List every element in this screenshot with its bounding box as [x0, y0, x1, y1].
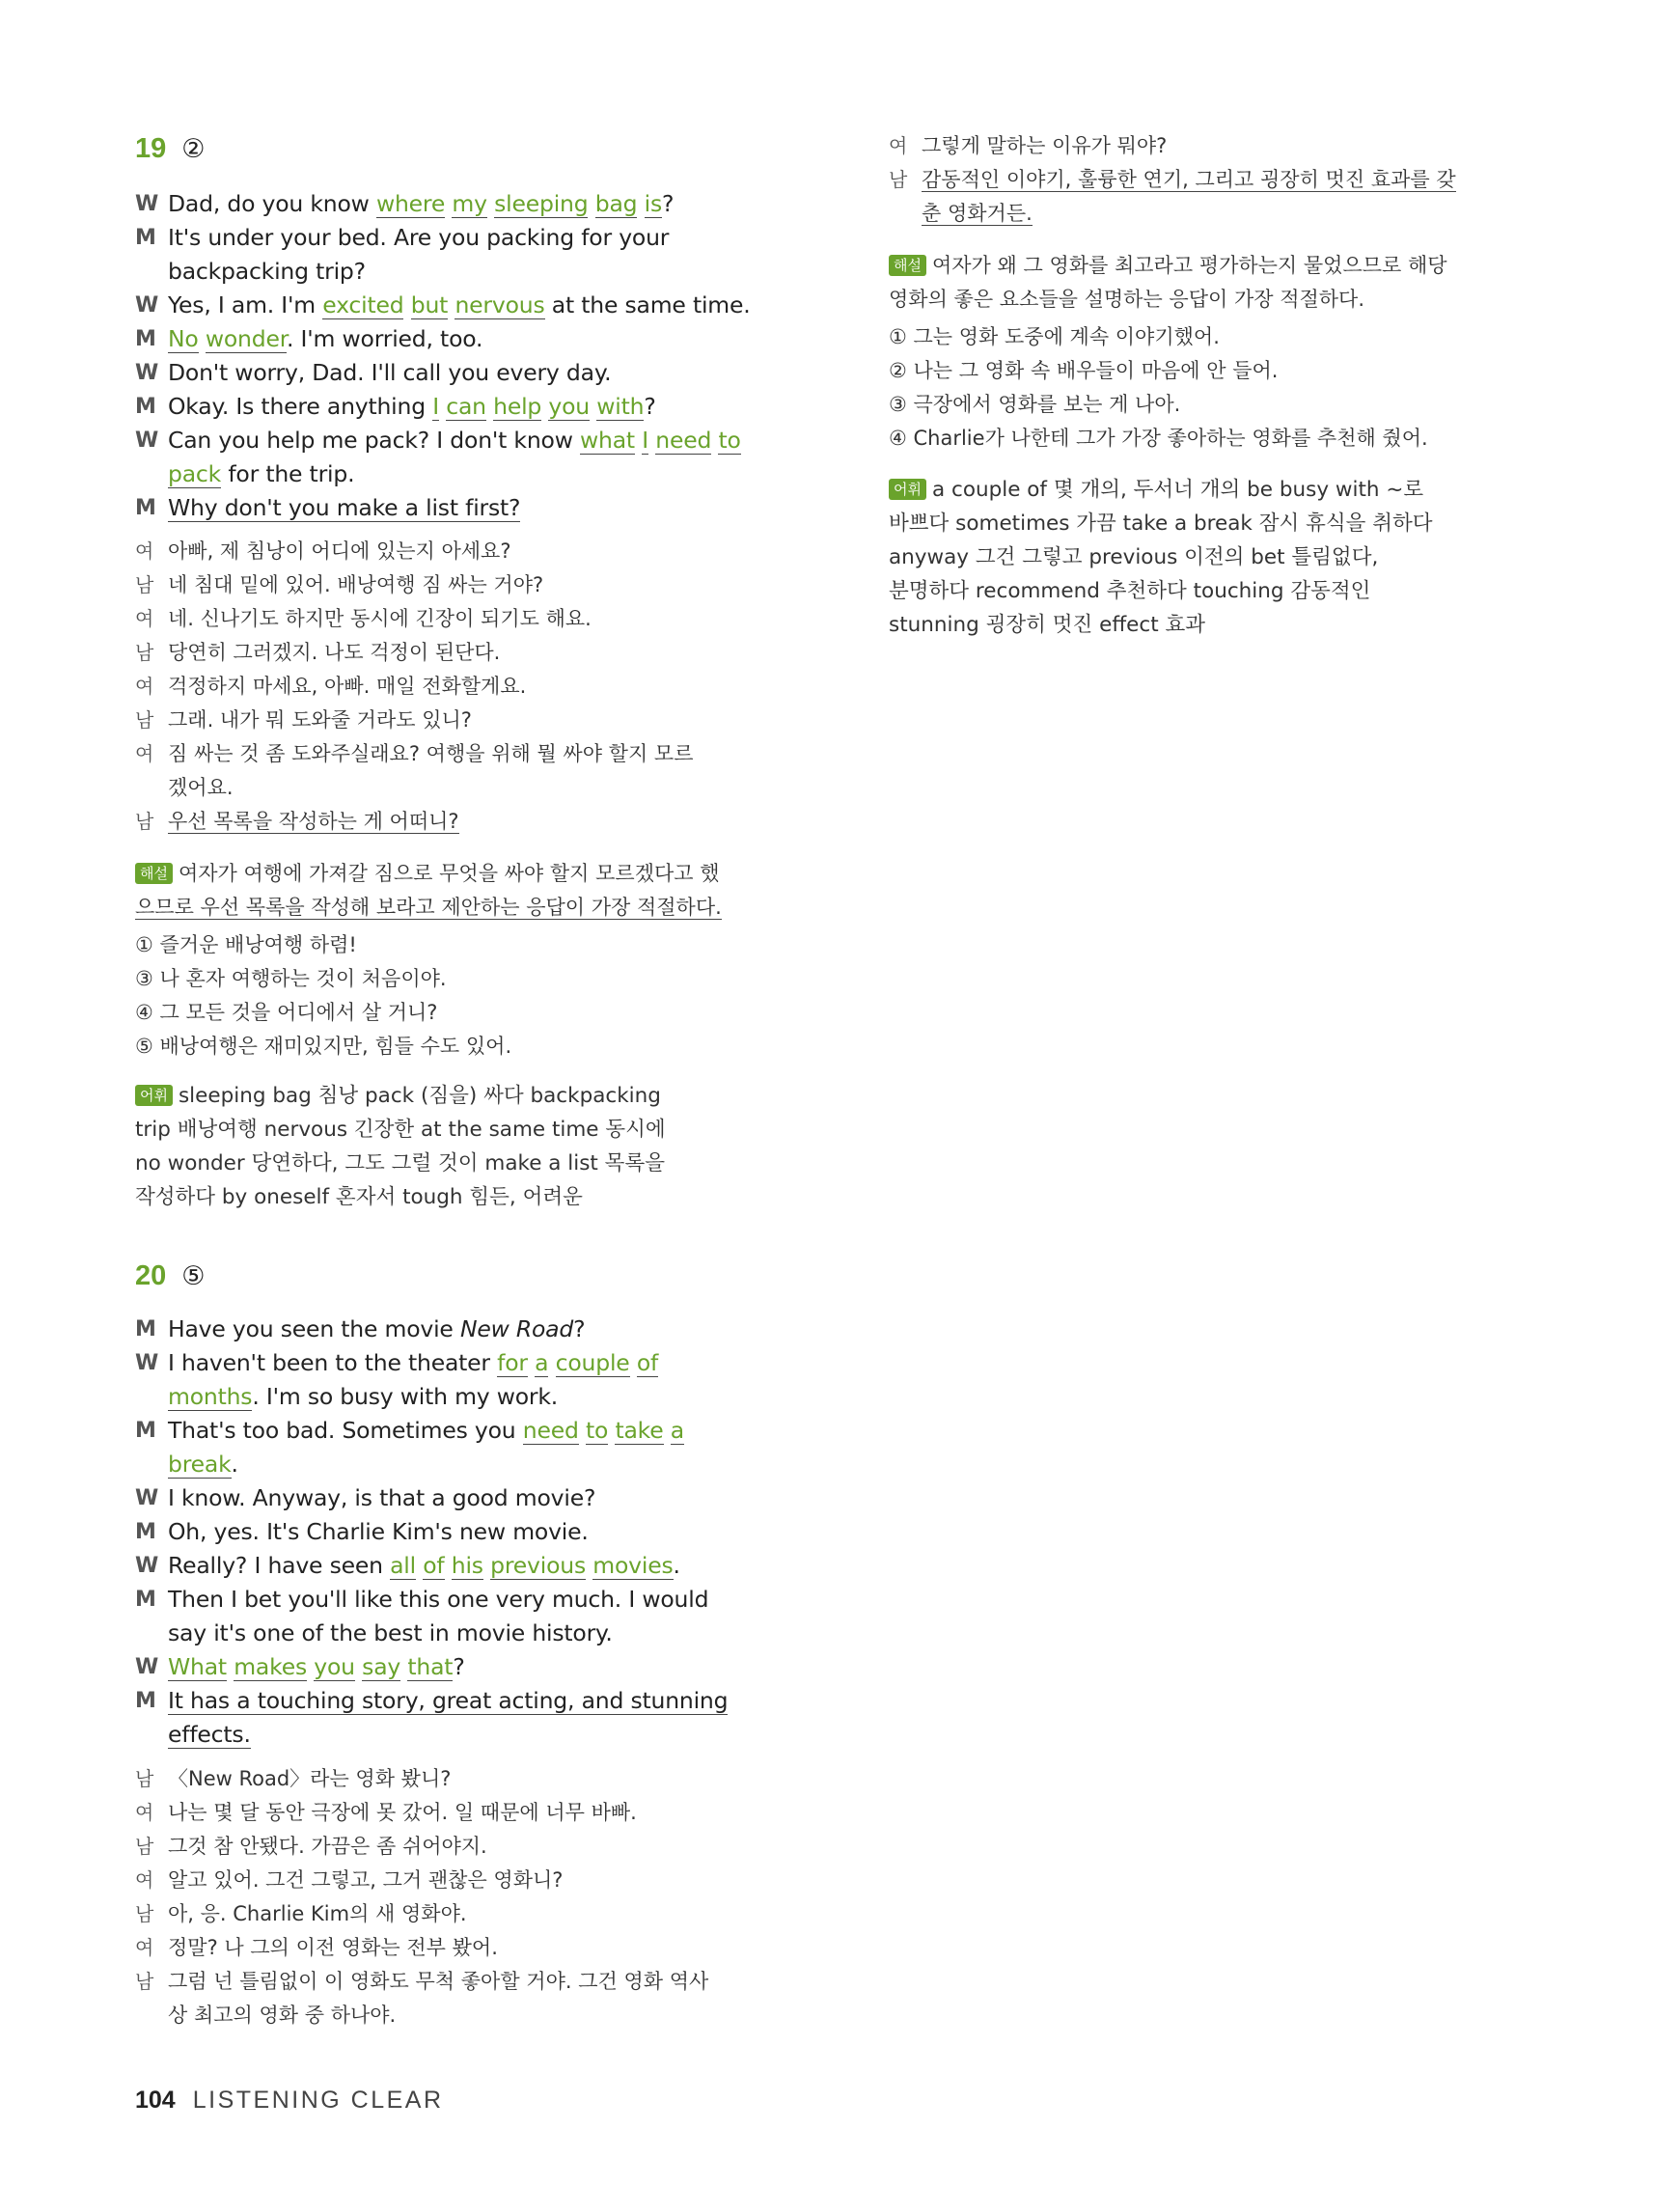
blank-answer: break [168, 1451, 232, 1478]
blank-answer: wonder [205, 325, 288, 352]
blank-answer: need [522, 1417, 579, 1444]
q20-answer: ⑤ [181, 1261, 206, 1291]
speaker-label: 여 [135, 675, 154, 698]
blank-answer: previous [490, 1552, 587, 1579]
q20-korean [135, 1762, 791, 2032]
speaker-label: 남 [135, 1767, 154, 1790]
blank-answer: to [718, 427, 741, 454]
translation-text: 그럼 넌 틀림없이 이 영화도 무척 좋아할 거야. 그건 영화 역사 [168, 1970, 709, 1993]
speaker-label [135, 1718, 168, 1752]
dialogue-line [135, 1515, 791, 1549]
dialogue-line [135, 1448, 791, 1481]
q20-explain-badge: 해설 [889, 255, 926, 276]
option-item: ③ 나 혼자 여행하는 것이 처음이야. [135, 967, 447, 990]
speaker-label [135, 457, 168, 491]
q19-korean [135, 535, 791, 839]
q20-explain-line: 영화의 좋은 요소들을 설명하는 응답이 가장 적절하다. [889, 288, 1365, 311]
text-span [588, 190, 594, 217]
text-span [487, 190, 494, 217]
translation-text: 그것 참 안됐다. 가끔은 좀 쉬어야지. [168, 1835, 487, 1858]
q19-options [135, 928, 791, 1064]
translation-text: 감동적인 이야기, 훌륭한 연기, 그리고 굉장히 멋진 효과를 갖 [922, 168, 1456, 191]
speaker-label: M [135, 226, 156, 250]
blank-answer: you [548, 393, 590, 420]
option-item: ② 나는 그 영화 속 배우들이 마음에 안 들어. [889, 359, 1279, 382]
translation-line [135, 704, 791, 737]
text-span: Dad, do you know [168, 190, 376, 217]
page-footer [135, 2087, 444, 2115]
translation-line [135, 805, 791, 839]
vocab-line: sleeping bag 침낭 pack (짐을) 싸다 backpacking [178, 1084, 661, 1108]
blank-answer: pack [168, 460, 222, 487]
dialogue-text [168, 1481, 791, 1515]
q19-explain-line: 여자가 여행에 가져갈 짐으로 무엇을 싸야 할지 모르겠다고 했 [178, 862, 720, 885]
translation-text: 나는 몇 달 동안 극장에 못 갔어. 일 때문에 너무 바빠. [168, 1801, 637, 1824]
blank-answer: my [452, 190, 487, 217]
speaker-label: M [135, 1689, 156, 1713]
q20-explanation [889, 249, 1468, 317]
text-span [199, 325, 206, 352]
answer-sentence: Why don't you make a list first? [168, 494, 521, 521]
dialogue-text [168, 1380, 791, 1414]
translation-line [135, 636, 791, 670]
q19-vocab-badge: 어휘 [135, 1085, 173, 1106]
translation-line [135, 1999, 791, 2032]
dialogue-line [135, 1481, 791, 1515]
dialogue-text [168, 255, 791, 289]
speaker-label: W [135, 429, 159, 453]
text-span: . [231, 1451, 238, 1478]
dialogue-text [168, 187, 791, 221]
text-span: say it's one of the best in movie history. [168, 1619, 613, 1646]
speaker-label: M [135, 327, 156, 351]
blank-answer: a [535, 1349, 549, 1376]
speaker-label: W [135, 192, 159, 216]
vocab-line: anyway 그건 그렇고 previous 이전의 bet 틀림없다, [889, 545, 1379, 569]
text-span: ? [644, 393, 656, 420]
text-span: Don't worry, Dad. I'll call you every day. [168, 359, 612, 386]
speaker-label: M [135, 1520, 156, 1544]
translation-line [889, 197, 1468, 231]
text-span: Okay. Is there anything [168, 393, 433, 420]
blank-answer: is [644, 190, 663, 217]
translation-text: 당연히 그러겠지. 나도 걱정이 된단다. [168, 641, 501, 664]
q19-header [135, 133, 205, 165]
speaker-label: M [135, 1588, 156, 1612]
text-span: I know. Anyway, is that a good movie? [168, 1484, 596, 1511]
blank-answer: need [655, 427, 712, 454]
blank-answer: makes [234, 1653, 307, 1680]
dialogue-line [135, 1617, 791, 1650]
q20-number: 20 [135, 1260, 167, 1291]
dialogue-line [135, 1684, 791, 1718]
text-span: ? [453, 1653, 465, 1680]
speaker-label: M [135, 1419, 156, 1443]
translation-line [889, 163, 1468, 197]
blank-answer: for [497, 1349, 528, 1376]
translation-text: 상 최고의 영화 중 하나야. [168, 2004, 397, 2027]
dialogue-line [135, 356, 791, 390]
speaker-label: M [135, 395, 156, 419]
translation-text: 아빠, 제 침낭이 어디에 있는지 아세요? [168, 539, 511, 563]
blank-answer: of [636, 1349, 659, 1376]
blank-answer: I [642, 427, 648, 454]
blank-answer: you [314, 1653, 355, 1680]
vocab-line: stunning 굉장히 멋진 effect 효과 [889, 613, 1205, 637]
translation-text: 정말? 나 그의 이전 영화는 전부 봤어. [168, 1936, 498, 1959]
speaker-label: 남 [135, 573, 154, 596]
translation-line [889, 129, 1468, 163]
dialogue-line [135, 457, 791, 491]
option-item: ③ 극장에서 영화를 보는 게 나아. [889, 393, 1181, 416]
dialogue-line [135, 491, 791, 525]
speaker-label: W [135, 1554, 159, 1578]
speaker-label: 남 [135, 641, 154, 664]
translation-line [135, 568, 791, 602]
answer-sentence: It has a touching story, great acting, and stunning [168, 1687, 729, 1714]
translation-text: 아, 응. Charlie Kim의 새 영화야. [168, 1902, 467, 1925]
translation-line [135, 1796, 791, 1830]
speaker-label: 여 [135, 742, 154, 765]
q19-dialogue [135, 187, 791, 525]
blank-answer: of [423, 1552, 445, 1579]
dialogue-text [168, 390, 791, 424]
blank-answer: I [432, 393, 439, 420]
q20-options [889, 320, 1468, 456]
translation-text: 〈New Road〉라는 영화 봤니? [168, 1767, 452, 1790]
q20-vocab-badge: 어휘 [889, 479, 926, 500]
speaker-label: W [135, 1351, 159, 1375]
text-span: Can you help me pack? I don't know [168, 427, 581, 454]
translation-text: 그렇게 말하는 이유가 뭐야? [922, 134, 1168, 157]
text-span: Really? I have seen [168, 1552, 391, 1579]
dialogue-line [135, 1549, 791, 1583]
translation-line [135, 1864, 791, 1897]
text-span [445, 1552, 452, 1579]
speaker-label [135, 1380, 168, 1414]
translation-line [135, 535, 791, 568]
text-span: ? [662, 190, 675, 217]
dialogue-text [168, 424, 791, 457]
dialogue-line [135, 1650, 791, 1684]
text-span [630, 1349, 637, 1376]
dialogue-text [168, 1414, 791, 1448]
blank-answer: bag [594, 190, 638, 217]
blank-answer: but [410, 291, 449, 318]
text-span: It's under your bed. Are you packing for your [168, 224, 670, 251]
q19-number: 19 [135, 133, 167, 164]
speaker-label: 여 [135, 539, 154, 563]
speaker-label: 남 [889, 168, 908, 191]
blank-answer: take [615, 1417, 664, 1444]
blank-answer: all [390, 1552, 416, 1579]
blank-answer: can [446, 393, 486, 420]
movie-title: New Road [459, 1315, 574, 1342]
vocab-line: a couple of 몇 개의, 두서너 개의 be busy with ~로 [931, 478, 1424, 502]
option-item: ④ Charlie가 나한테 그가 가장 좋아하는 영화를 추천해 줬어. [889, 427, 1428, 450]
blank-answer: nervous [454, 291, 545, 318]
dialogue-text [168, 1684, 791, 1718]
speaker-label: W [135, 293, 159, 318]
blank-answer: No [168, 325, 199, 352]
blank-answer: couple [555, 1349, 630, 1376]
text-span: . [673, 1552, 680, 1579]
speaker-label [135, 771, 168, 805]
option-item: ⑤ 배낭여행은 재미있지만, 힘들 수도 있어. [135, 1035, 512, 1058]
translation-line [135, 602, 791, 636]
speaker-label [135, 1448, 168, 1481]
translation-line [135, 1931, 791, 1965]
dialogue-line [135, 221, 791, 255]
answer-sentence: effects. [168, 1721, 251, 1748]
dialogue-line [135, 1346, 791, 1380]
dialogue-text [168, 1583, 791, 1617]
speaker-label: 여 [135, 1868, 154, 1892]
dialogue-text [168, 1549, 791, 1583]
text-span: Yes, I am. I'm [168, 291, 323, 318]
text-span: . I'm worried, too. [287, 325, 483, 352]
dialogue-text [168, 1346, 791, 1380]
speaker-label: 여 [889, 134, 908, 157]
blank-answer: a [670, 1417, 684, 1444]
speaker-label: 여 [135, 1936, 154, 1959]
speaker-label: 남 [135, 1902, 154, 1925]
text-span [637, 190, 644, 217]
dialogue-line [135, 289, 791, 322]
text-span: for the trip. [221, 460, 355, 487]
speaker-label [135, 1999, 168, 2032]
blank-answer: with [596, 393, 645, 420]
speaker-label: W [135, 1486, 159, 1510]
dialogue-line [135, 255, 791, 289]
translation-text: 네 침대 밑에 있어. 배낭여행 짐 싸는 거야? [168, 573, 544, 596]
book-title: LISTENING CLEAR [192, 2087, 444, 2114]
q20-korean-continued [889, 129, 1468, 231]
q20-vocabulary [889, 473, 1468, 642]
text-span [403, 291, 410, 318]
speaker-label: 여 [135, 607, 154, 630]
translation-text: 춘 영화거든. [922, 202, 1033, 225]
translation-text: 알고 있어. 그건 그렇고, 그거 괜찮은 영화니? [168, 1868, 564, 1892]
dialogue-line [135, 1313, 791, 1346]
blank-answer: what [580, 427, 635, 454]
translation-line [135, 1965, 791, 1999]
translation-line [135, 737, 791, 771]
text-span: Oh, yes. It's Charlie Kim's new movie. [168, 1518, 589, 1545]
text-span [548, 1349, 555, 1376]
dialogue-line [135, 1380, 791, 1414]
speaker-label [889, 197, 922, 231]
blank-answer: to [585, 1417, 609, 1444]
q20-explain-line: 여자가 왜 그 영화를 최고라고 평가하는지 물었으므로 해당 [931, 254, 1447, 277]
dialogue-line [135, 187, 791, 221]
dialogue-line [135, 424, 791, 457]
translation-line [135, 1897, 791, 1931]
vocab-line: 분명하다 recommend 추천하다 touching 감동적인 [889, 579, 1371, 603]
q20-dialogue [135, 1313, 791, 1752]
dialogue-text [168, 221, 791, 255]
text-span: Then I bet you'll like this one very much. I would [168, 1586, 709, 1613]
dialogue-line [135, 1718, 791, 1752]
translation-line [135, 1762, 791, 1796]
translation-text: 네. 신나기도 하지만 동시에 긴장이 되기도 해요. [168, 607, 592, 630]
text-span: ? [573, 1315, 586, 1342]
speaker-label: 남 [135, 810, 154, 833]
blank-answer: help [493, 393, 542, 420]
translation-text: 우선 목록을 작성하는 게 어떠니? [168, 810, 459, 833]
q19-answer: ② [181, 134, 206, 164]
blank-answer: movies [592, 1552, 674, 1579]
dialogue-text [168, 491, 791, 525]
vocab-line: trip 배낭여행 nervous 긴장한 at the same time 동시에 [135, 1118, 666, 1142]
option-item: ④ 그 모든 것을 어디에서 살 거니? [135, 1001, 438, 1024]
q19-explain-badge: 해설 [135, 863, 173, 884]
translation-line [135, 670, 791, 704]
blank-answer: sleeping [494, 190, 589, 217]
text-span: . I'm so busy with my work. [252, 1383, 559, 1410]
blank-answer: where [375, 190, 446, 217]
q19-explanation [135, 857, 791, 925]
speaker-label: M [135, 496, 156, 520]
text-span: Have you seen the movie [168, 1315, 460, 1342]
text-span [579, 1417, 586, 1444]
dialogue-text [168, 1515, 791, 1549]
dialogue-line [135, 1583, 791, 1617]
dialogue-line [135, 390, 791, 424]
blank-answer: his [451, 1552, 483, 1579]
text-span: I haven't been to the theater [168, 1349, 498, 1376]
vocab-line: 바쁘다 sometimes 가끔 take a break 잠시 휴식을 취하다 [889, 512, 1433, 536]
dialogue-text [168, 356, 791, 390]
translation-text: 그래. 내가 뭐 도와줄 거라도 있니? [168, 708, 472, 732]
speaker-label: 남 [135, 1970, 154, 1993]
dialogue-text [168, 1448, 791, 1481]
q19-vocabulary [135, 1079, 791, 1214]
speaker-label: M [135, 1317, 156, 1341]
speaker-label: W [135, 361, 159, 385]
q19-explain-line: 으므로 우선 목록을 작성해 보라고 제안하는 응답이 가장 적절하다. [135, 896, 722, 919]
translation-text: 짐 싸는 것 좀 도와주실래요? 여행을 위해 뭘 싸야 할지 모르 [168, 742, 694, 765]
blank-answer: excited [322, 291, 404, 318]
speaker-label: W [135, 1655, 159, 1679]
dialogue-text [168, 1617, 791, 1650]
q20-header [135, 1260, 205, 1292]
speaker-label: 남 [135, 708, 154, 732]
blank-answer: months [168, 1383, 253, 1410]
speaker-label [135, 255, 168, 289]
blank-answer: that [407, 1653, 454, 1680]
text-span: at the same time. [544, 291, 751, 318]
blank-answer: say [362, 1653, 401, 1680]
dialogue-line [135, 1414, 791, 1448]
page-number: 104 [135, 2087, 176, 2114]
text-span: That's too bad. Sometimes you [168, 1417, 523, 1444]
vocab-line: no wonder 당연하다, 그도 그럴 것이 make a list 목록을 [135, 1151, 665, 1175]
dialogue-text [168, 1718, 791, 1752]
text-span: backpacking trip? [168, 258, 366, 285]
dialogue-text [168, 1313, 791, 1346]
option-item: ① 즐거운 배낭여행 하렴! [135, 933, 357, 956]
speaker-label: 남 [135, 1835, 154, 1858]
speaker-label [135, 1617, 168, 1650]
translation-line [135, 771, 791, 805]
dialogue-line [135, 322, 791, 356]
dialogue-text [168, 1650, 791, 1684]
dialogue-text [168, 289, 791, 322]
translation-line [135, 1830, 791, 1864]
translation-text: 걱정하지 마세요, 아빠. 매일 전화할게요. [168, 675, 527, 698]
text-span [664, 1417, 671, 1444]
vocab-line: 작성하다 by oneself 혼자서 tough 힘든, 어려운 [135, 1185, 583, 1209]
speaker-label: 여 [135, 1801, 154, 1824]
dialogue-text [168, 322, 791, 356]
option-item: ① 그는 영화 도중에 계속 이야기했어. [889, 325, 1220, 348]
dialogue-text [168, 457, 791, 491]
translation-text: 겠어요. [168, 776, 234, 799]
blank-answer: What [168, 1653, 227, 1680]
